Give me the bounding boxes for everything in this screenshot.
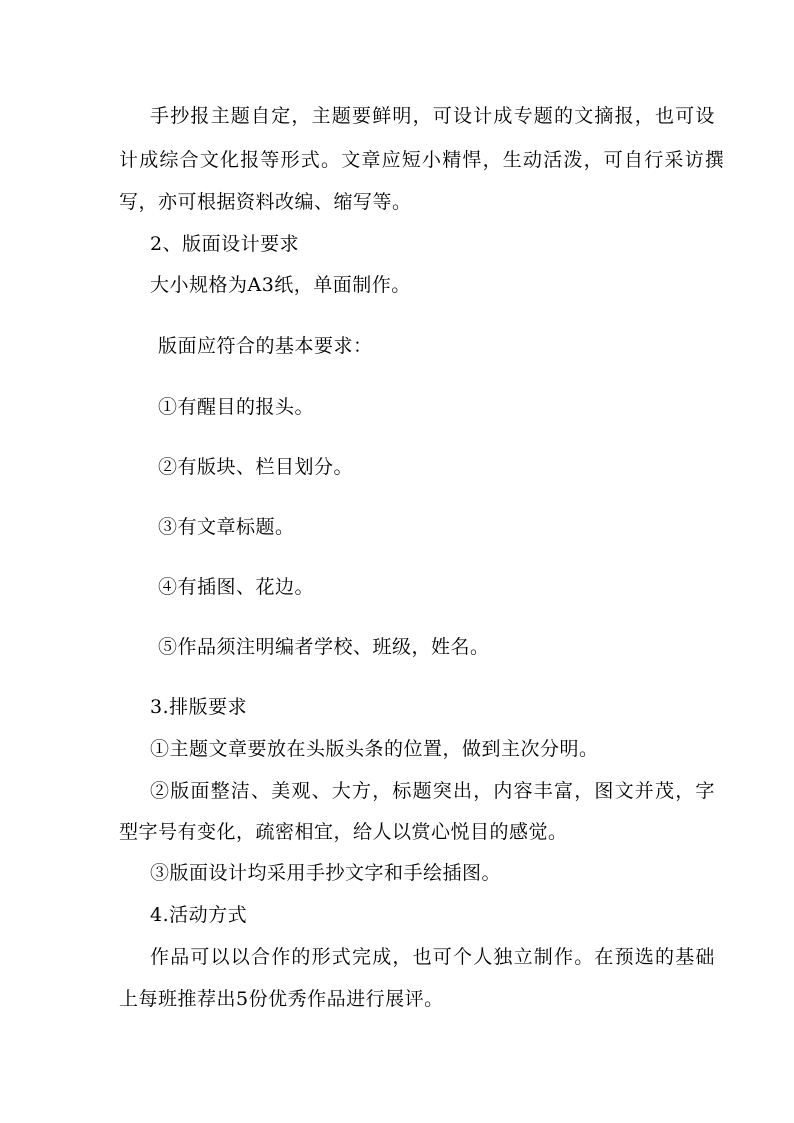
requirement-item-4: ④有插图、花边。	[158, 576, 315, 598]
layout-item-2-line-1: ②版面整洁、美观、大方，标题突出，内容丰富，图文并茂，字	[150, 780, 716, 802]
layout-item-1: ①主题文章要放在头版头条的位置，做到主次分明。	[150, 738, 599, 760]
intro-line-2: 计成综合文化报等形式。文章应短小精悍，生动活泼，可自行采访撰	[119, 149, 726, 171]
activity-line-2: 上每班推荐出5份优秀作品进行展评。	[119, 988, 444, 1010]
section-3-heading: 3.排版要求	[150, 696, 248, 718]
layout-item-2-line-2: 型字号有变化，疏密相宜，给人以赏心悦目的感觉。	[119, 821, 568, 843]
layout-item-3: ③版面设计均采用手抄文字和手绘插图。	[150, 862, 502, 884]
activity-line-1: 作品可以以合作的形式完成，也可个人独立制作。在预选的基础	[150, 946, 716, 968]
section-4-heading: 4.活动方式	[150, 904, 248, 926]
section-2-heading: 2、版面设计要求	[150, 233, 300, 255]
requirement-item-5: ⑤作品须注明编者学校、班级，姓名。	[158, 636, 490, 658]
requirement-item-2: ②有版块、栏目划分。	[158, 456, 354, 478]
size-spec: 大小规格为A3纸，单面制作。	[150, 274, 411, 296]
intro-line-3: 写，亦可根据资料改编、缩写等。	[119, 191, 412, 213]
basic-requirements-title: 版面应符合的基本要求：	[158, 335, 373, 357]
requirement-item-1: ①有醒目的报头。	[158, 396, 315, 418]
requirement-item-3: ③有文章标题。	[158, 516, 295, 538]
intro-line-1: 手抄报主题自定，主题要鲜明，可设计成专题的文摘报，也可设	[150, 105, 716, 127]
